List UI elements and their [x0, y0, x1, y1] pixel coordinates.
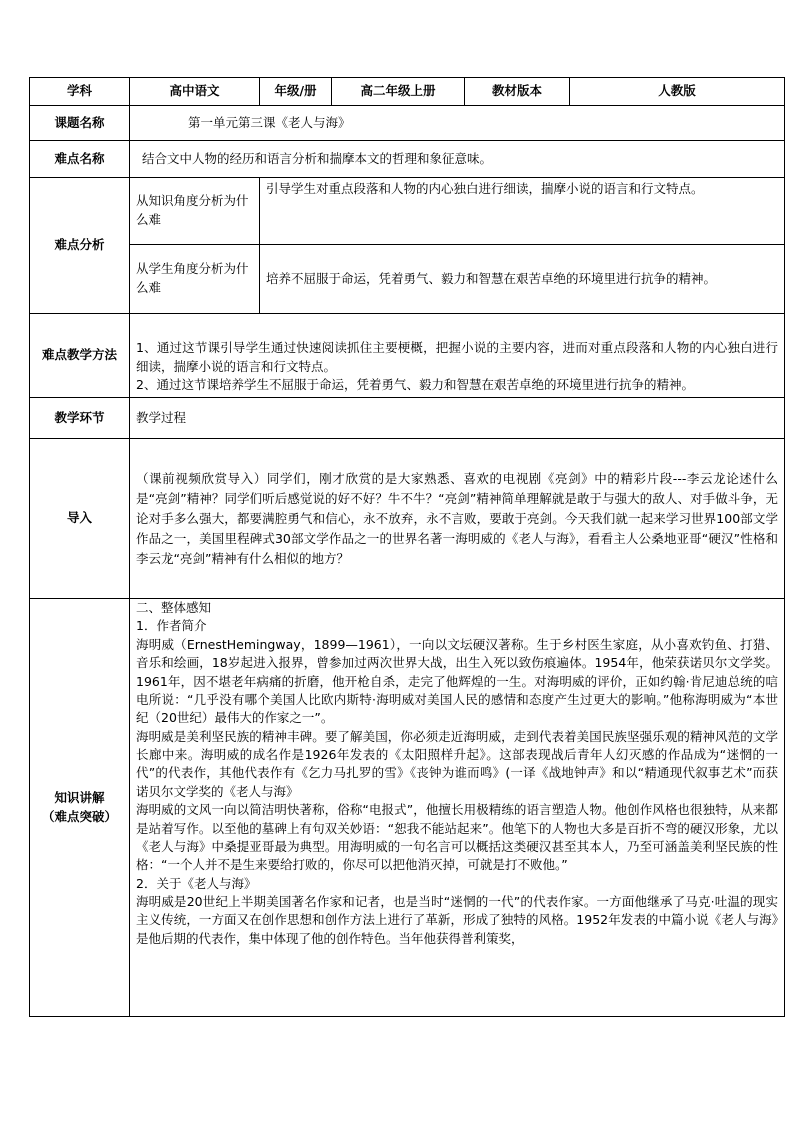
method-label: 难点教学方法: [30, 314, 130, 398]
intro-row: [30, 439, 785, 599]
analysis-knowledge-label: 从知识角度分析为什么难: [130, 178, 260, 245]
analysis-student-label: 从学生角度分析为什么难: [130, 245, 260, 314]
intro-label: 导入: [30, 439, 130, 599]
analysis-knowledge-value: 引导学生对重点段落和人物的内心独白进行细读，揣摩小说的语言和行文特点。: [260, 178, 785, 245]
header-row: [30, 78, 785, 106]
analysis-label: 难点分析: [30, 178, 130, 314]
subject-label: 学科: [30, 78, 130, 106]
knowledge-paragraph-3: 海明威的文风一向以简洁明快著称，俗称“电报式”，他擅长用极精练的语言塑造人物。他创作风格也很独特，从来都是站着写作。以至他的墓碑上有句双关妙语：“恕我不能站起来”。他笔下的人物也大多是百折不弯的硬汉形象，尤以《老人与海》中桑提亚哥最为典型。用海明威的一句名言可以概括这类硬汉甚至其本人，乃至可涵盖美利坚民族的性格：“一个人并不是生来要给打败的，你尽可以把他消灭掉，可就是打不败他。”: [136, 802, 778, 873]
difficulty-label: 难点名称: [30, 141, 130, 178]
knowledge-label-line1: 知识讲解: [54, 789, 105, 805]
grade-value: 高二年级上册: [332, 78, 465, 106]
knowledge-label: [30, 599, 130, 1017]
knowledge-sub-1: 1．作者简介: [136, 618, 207, 634]
method-line-1: 1、通过这节课引导学生通过快速阅读抓住主要梗概，把握小说的主要内容，进而对重点段落和人物的内心独白进行细读，揣摩小说的语言和行文特点。: [136, 339, 778, 374]
edition-value: 人教版: [570, 78, 785, 106]
topic-row: [30, 106, 785, 141]
knowledge-paragraph-2: 海明威是美利坚民族的精神丰碑。要了解美国，你必须走近海明威，走到代表着美国民族坚强乐观的精神风范的文学长廊中来。海明威的成名作是1926年发表的《太阳照样升起》。这部表现战后青年人幻灭感的作品成为“迷惘的一代”的代表作，其他代表作有《乞力马扎罗的雪》《丧钟为谁而鸣》(一译《战地钟声》和以“精通现代叙事艺术”而获诺贝尔文学奖的《老人与海》: [136, 728, 778, 799]
method-line-2: 2、通过这节课培养学生不屈服于命运，凭着勇气、毅力和智慧在艰苦卓绝的环境里进行抗争的精神。: [136, 377, 694, 393]
knowledge-label-line2: （难点突破）: [41, 808, 117, 824]
knowledge-paragraph-4: 海明威是20世纪上半期美国著名作家和记者，也是当时“迷惘的一代”的代表作家。一方面他继承了马克·吐温的现实主义传统，一方面又在创作思想和创作方法上进行了革新，形成了独特的风格。1952年发表的中篇小说《老人与海》是他后期的代表作，集中体现了他的创作特色。当年他获得普利策奖，: [136, 894, 778, 946]
steps-label: 教学环节: [30, 398, 130, 439]
difficulty-value: 结合文中人物的经历和语言分析和揣摩本文的哲理和象征意味。: [130, 141, 785, 178]
knowledge-section-title: 二、整体感知: [136, 600, 212, 615]
knowledge-content: [130, 599, 785, 1017]
topic-value: 第一单元第三课《老人与海》: [130, 106, 785, 141]
knowledge-row: [30, 599, 785, 1017]
analysis-student-value: 培养不屈服于命运，凭着勇气、毅力和智慧在艰苦卓绝的环境里进行抗争的精神。: [260, 245, 785, 314]
topic-label: 课题名称: [30, 106, 130, 141]
lesson-plan-table: [29, 77, 785, 1017]
analysis-row-student: [30, 245, 785, 314]
grade-label: 年级/册: [260, 78, 332, 106]
difficulty-row: [30, 141, 785, 178]
method-content: [130, 314, 785, 398]
steps-value: 教学过程: [130, 398, 785, 439]
subject-value: 高中语文: [130, 78, 260, 106]
knowledge-paragraph-1: 海明威（ErnestHemingway，1899—1961），一向以文坛硬汉著称。生于乡村医生家庭，从小喜欢钓鱼、打猎、音乐和绘画，18岁起进入报界，曾参加过两次世界大战，出生入死以致伤痕遍体。1954年，他荣获诺贝尔文学奖。1961年，因不堪老年病痛的折磨，他开枪自杀，走完了他辉煌的一生。对海明威的评价，正如约翰·肯尼迪总统的唁电所说：“几乎没有哪个美国人比欧内斯特·海明威对美国人民的感情和态度产生过更大的影响。”他称海明威为“本世纪（20世纪）最伟大的作家之一”。: [136, 636, 778, 726]
steps-row: [30, 398, 785, 439]
intro-paragraph: （课前视频欣赏导入）同学们，刚才欣赏的是大家熟悉、喜欢的电视剧《亮剑》中的精彩片段---李云龙论述什么是“亮剑”精神？同学们听后感觉说的好不好？牛不牛？“亮剑”精神简单理解就是敢于与强大的敌人、对手做斗争，无论对手多么强大，都要满腔勇气和信心，永不放弃，永不言败，要敢于亮剑。今天我们就一起来学习世界100部文学作品之一，美国里程碑式30部文学作品之一的世界名著一海明威的《老人与海》，看看主人公桑地亚哥“硬汉”性格和李云龙“亮剑”精神有什么相似的地方？: [136, 470, 778, 566]
knowledge-sub-2: 2．关于《老人与海》: [136, 875, 257, 891]
method-row: [30, 314, 785, 398]
intro-content: [130, 439, 785, 599]
analysis-row-knowledge: [30, 178, 785, 245]
edition-label: 教材版本: [465, 78, 570, 106]
